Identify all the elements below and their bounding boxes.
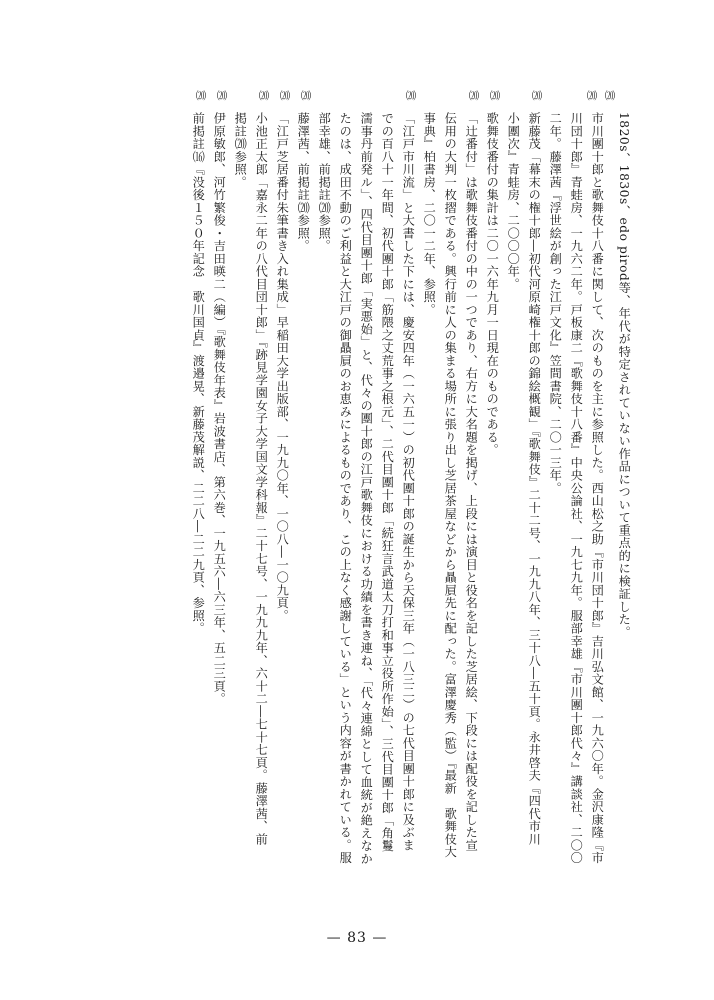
note-line: 1820s、1830s、edo pirod等、年代が特定されていない作品について重点的に検証した。 <box>617 112 632 639</box>
note-line: 掲註⒇参照。 <box>233 112 248 189</box>
note-line: 二年。藤澤茜『浮世絵が創った江戸文化』笠間書院、二〇一三年。 <box>548 112 563 495</box>
note-line: 「江戸市川流」と大書した下には、慶安四年（一六五一）の初代團十郎の誕生から天保三年（一八三二）の七代目團十郎に及ぶま <box>401 112 416 852</box>
note-line: 濡事丹前発ル」、四代目團十郎「実悪始」と、代々の團十郎の江戸歌舞伎における功績を書き連ね、「代々連綿として血統が絶えなか <box>359 112 374 865</box>
note-number: ⒇ <box>278 90 291 101</box>
note-line: 伊原敏郎、河竹繁俊・吉田暎二（編）『歌舞伎年表』岩波書店、第六巻、一九五六―六三年、五二三頁。 <box>212 112 227 706</box>
note-number: ⒇ <box>530 90 543 101</box>
note-line: 伝用の大判一枚摺である。興行前に人の集まる場所に張り出し芝居茶屋などから贔屓先に配った。富澤慶秀（監）『最新 歌舞伎大 <box>443 112 458 859</box>
note-line: 藤澤茜、前掲註⒇参照。 <box>296 112 311 253</box>
note-number: ⒇ <box>215 90 228 101</box>
note-number: ⒇ <box>585 90 598 101</box>
note-number: ⒇ <box>194 90 207 101</box>
note-line: 新藤茂「幕末の権十郎―初代河原崎権十郎の錦絵概観」『歌舞伎』二十二号、一九九八年、三十八―五十頁。永井啓夫『四代市川 <box>527 112 542 846</box>
note-number: ⒇ <box>467 90 480 101</box>
note-line: 小池正太郎「嘉永二年の八代目団十郎」『跡見学園女子大学国文学科報』二十七号、一九九九年、六十二―七十七頁。藤澤茜、前 <box>254 112 269 846</box>
note-line: での百八十一年間、初代團十郎「筋隈之丈荒事之根元」、二代目團十郎「続狂言武道太刀打和事立役所作始」、三代目團十郎「角鬘 <box>380 112 395 853</box>
note-line: 川団十郎』青蛙房、一九六二年。戸板康二『歌舞伎十八番』中央公論社、一九七九年。服部幸雄『市川團十郎代々』講談社、二〇〇 <box>569 112 584 865</box>
note-line: 部幸雄、前掲註⒇参照。 <box>317 112 332 253</box>
note-line: 市川團十郎と歌舞伎十八番に関して、次のものを主に参照した。西山松之助『市川団十郎』吉川弘文館、一九六〇年。金沢康隆『市 <box>590 112 605 865</box>
note-line: たのは、成田不動のご利益と大江戸の御贔屓のお恵みによるものであり、この上なく感謝している」という内容が書かれている。服 <box>338 112 353 865</box>
note-number: ⒇ <box>488 90 501 101</box>
note-number: ⒇ <box>257 90 270 101</box>
note-line: 事典』柏書房、二〇一二年、参照。 <box>422 112 437 316</box>
note-line: 小團次』青蛙房、二〇〇〇年。 <box>506 112 521 291</box>
note-line: 「辻番付」は歌舞伎番付の中の一つであり、右方に大名題を掲げ、上段には演目と役名を記した芝居絵、下段には配役を記した宣 <box>464 112 479 852</box>
page-number: — 83 — <box>326 930 388 946</box>
note-number: ⒇ <box>299 90 312 101</box>
note-line: 前掲註⒃『没後１５０年記念 歌川国貞』渡邉晃、新藤茂解説、二二八―二二九頁、参照。 <box>191 112 206 635</box>
note-line: 「江戸芝居番付朱筆書き入れ集成」早稲田大学出版部、一九九〇年、一〇八―一〇九頁。 <box>275 112 290 622</box>
note-number: ⒇ <box>404 90 417 101</box>
note-number: ⒇ <box>603 90 616 101</box>
note-line: 歌舞伎番付の集計は二〇一六年九月一日現在のものである。 <box>485 112 500 457</box>
